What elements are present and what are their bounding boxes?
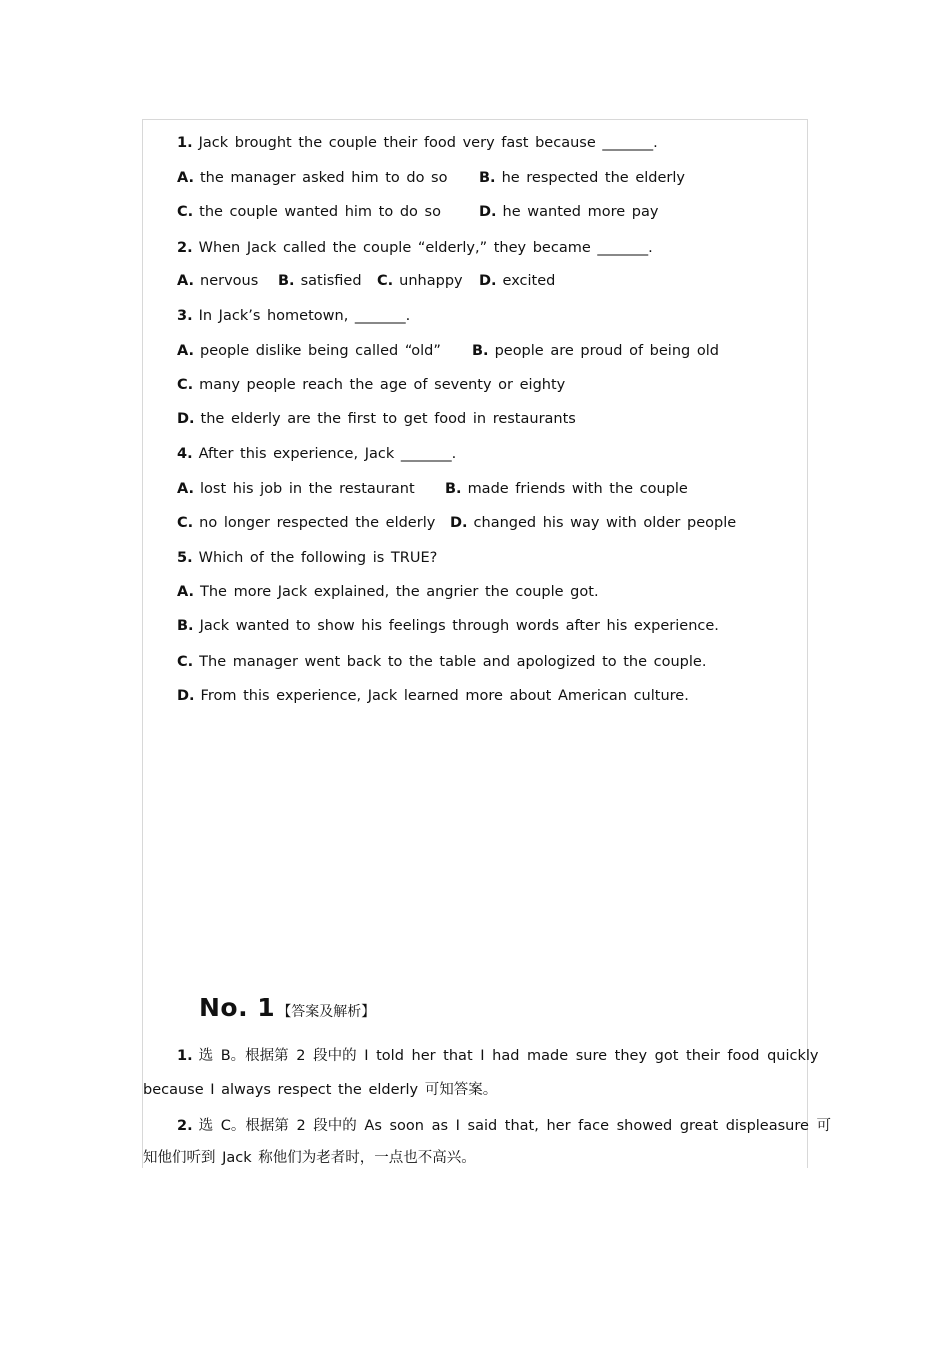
question-4-option-d[interactable]: D. changed his way with older people xyxy=(450,515,737,531)
question-1-options-row-2 xyxy=(177,203,777,221)
question-4-options-row-1 xyxy=(177,480,777,498)
question-1-option-a[interactable]: A. the manager asked him to do so xyxy=(177,170,448,186)
question-3-stem: 3. In Jack’s hometown, _______. xyxy=(177,308,411,324)
answers-heading-number: No. 1 xyxy=(199,993,276,1022)
answer-2-line-2: 知他们听到 Jack 称他们为老者时，一点也不高兴。 xyxy=(143,1150,476,1166)
question-3-options-row-1 xyxy=(177,342,777,360)
question-4-stem: 4. After this experience, Jack _______. xyxy=(177,446,457,462)
question-2-stem: 2. When Jack called the couple “elderly,” they became _______. xyxy=(177,240,653,256)
answer-1-line-1: 1. 选 B。根据第 2 段中的 I told her that I had made sure they got their food quickly xyxy=(177,1048,819,1064)
question-3-option-c[interactable]: C. many people reach the age of seventy or eighty xyxy=(177,377,566,393)
answers-heading xyxy=(199,993,375,1022)
answers-heading-tag: 【答案及解析】 xyxy=(277,1004,376,1020)
answer-2-line-1: 2. 选 C。根据第 2 段中的 As soon as I said that, her face showed great displeasure 可 xyxy=(177,1118,832,1134)
question-4-option-a[interactable]: A. lost his job in the restaurant xyxy=(177,481,415,497)
question-5-option-d[interactable]: D. From this experience, Jack learned more about American culture. xyxy=(177,688,689,704)
question-2-option-a[interactable]: A. nervous xyxy=(177,273,259,289)
question-1-stem: 1. Jack brought the couple their food very fast because _______. xyxy=(177,135,658,151)
question-5-option-a[interactable]: A. The more Jack explained, the angrier the couple got. xyxy=(177,584,599,600)
question-3-option-a[interactable]: A. people dislike being called “old” xyxy=(177,343,441,359)
question-1-options-row-1 xyxy=(177,169,777,187)
question-3-option-b[interactable]: B. people are proud of being old xyxy=(472,343,719,359)
question-1-option-c[interactable]: C. the couple wanted him to do so xyxy=(177,204,441,220)
question-4-option-b[interactable]: B. made friends with the couple xyxy=(445,481,688,497)
question-5-stem: 5. Which of the following is TRUE? xyxy=(177,550,438,566)
question-3-option-d[interactable]: D. the elderly are the first to get food in restaurants xyxy=(177,411,576,427)
answer-1-line-2: because I always respect the elderly 可知答案。 xyxy=(143,1082,498,1098)
question-5-option-b[interactable]: B. Jack wanted to show his feelings through words after his experience. xyxy=(177,618,719,634)
question-1-option-b[interactable]: B. he respected the elderly xyxy=(479,170,685,186)
question-1-option-d[interactable]: D. he wanted more pay xyxy=(479,204,659,220)
question-2-options-row xyxy=(177,272,777,290)
question-2-option-b[interactable]: B. satisfied xyxy=(278,273,362,289)
question-2-option-c[interactable]: C. unhappy xyxy=(377,273,463,289)
question-4-option-c[interactable]: C. no longer respected the elderly xyxy=(177,515,436,531)
question-5-option-c[interactable]: C. The manager went back to the table and apologized to the couple. xyxy=(177,654,707,670)
question-2-option-d[interactable]: D. excited xyxy=(479,273,556,289)
question-4-options-row-2 xyxy=(177,514,777,532)
